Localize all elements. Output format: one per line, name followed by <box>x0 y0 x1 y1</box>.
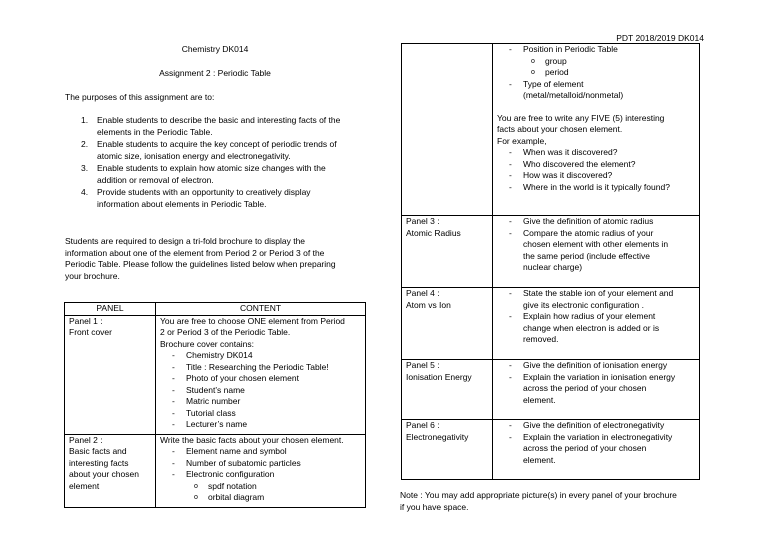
purpose-text-line: addition or removal of electron. <box>97 174 214 185</box>
table-row <box>402 288 700 360</box>
content-line: - Number of subatomic particles <box>160 458 361 470</box>
content-cell <box>156 434 366 507</box>
requirements-line: information about one of the element from Period 2 or Period 3 of the <box>65 247 325 258</box>
content-line: You are free to choose ONE element from Period <box>160 315 345 326</box>
table-row <box>402 360 700 420</box>
note-line: if you have space. <box>400 501 469 512</box>
content-line: element. <box>523 394 556 405</box>
panel-label-line: Panel 2 : <box>69 434 103 445</box>
content-line: - When was it discovered? <box>497 147 695 159</box>
content-line: - Student’s name <box>160 385 361 397</box>
table-row <box>402 216 700 288</box>
purpose-item <box>65 115 375 138</box>
content-cell <box>493 216 700 288</box>
purpose-item <box>65 139 375 162</box>
purposes-intro: The purposes of this assignment are to: <box>65 92 215 102</box>
content-line: - Title : Researching the Periodic Table! <box>160 362 361 374</box>
purpose-text-line: Provide students with an opportunity to creatively display <box>97 187 311 197</box>
content-cell <box>493 288 700 360</box>
content-line: - Element name and symbol <box>160 446 361 458</box>
content-line: You are free to write any FIVE (5) interesting <box>497 112 665 123</box>
purpose-text-line: Enable students to acquire the key concept of periodic trends of <box>97 139 337 149</box>
content-column-header: CONTENT <box>156 303 366 316</box>
content-line: - Give the definition of atomic radius <box>497 216 695 228</box>
content-line: - Type of element <box>497 79 695 91</box>
content-line: - Tutorial class <box>160 408 361 420</box>
panel-cell <box>402 216 493 288</box>
content-line: - Compare the atomic radius of your <box>497 228 695 240</box>
content-cell <box>493 420 700 480</box>
content-line: - Give the definition of electronegativity <box>497 420 695 432</box>
content-line: 2 or Period 3 of the Periodic Table. <box>160 327 291 337</box>
table-row <box>65 315 366 434</box>
content-cell <box>493 44 700 216</box>
panel-label-line: about your chosen <box>69 469 139 479</box>
assignment-title: Assignment 2 : Periodic Table <box>159 68 271 78</box>
panel-column-header: PANEL <box>65 303 156 316</box>
content-line: - Lecturer’s name <box>160 419 361 431</box>
requirements-line: Periodic Table. Please follow the guidelines listed below when preparing <box>65 259 336 269</box>
content-line: - Matric number <box>160 396 361 408</box>
content-line <box>497 102 695 113</box>
content-line: - Position in Periodic Table <box>497 44 695 56</box>
purpose-item <box>65 163 375 186</box>
purpose-number: 2. <box>81 139 89 149</box>
requirements-paragraph <box>65 236 365 282</box>
panel-label-line: Electronegativity <box>406 431 469 442</box>
content-line: chosen element with other elements in <box>523 239 669 249</box>
content-line: - Photo of your chosen element <box>160 373 361 385</box>
content-line: element. <box>523 454 556 465</box>
purpose-number: 4. <box>81 187 89 197</box>
content-cell <box>493 360 700 420</box>
panel-label-line: Panel 3 : <box>406 216 440 226</box>
note-line: Note : You may add appropriate picture(s) in every panel of your brochure <box>400 490 677 500</box>
panel-label-line: Ionisation Energy <box>406 371 472 382</box>
panel-cell <box>402 360 493 420</box>
purpose-number: 1. <box>81 115 89 125</box>
content-line: (metal/metalloid/nonmetal) <box>523 90 624 100</box>
content-line: For example, <box>497 135 547 146</box>
panel-label-line: Basic facts and <box>69 446 127 456</box>
content-line: across the period of your chosen <box>523 443 647 453</box>
content-line: facts about your chosen element. <box>497 124 623 134</box>
content-line: - Electronic configuration <box>160 469 361 481</box>
purpose-text-line: Enable students to explain how atomic size changes with the <box>97 163 326 173</box>
panel-label-line: Atom vs Ion <box>406 299 451 310</box>
purpose-text-line: Enable students to describe the basic and interesting facts of the <box>97 115 341 125</box>
panel-cell <box>402 44 493 216</box>
purpose-text-line: elements in the Periodic Table. <box>97 126 213 137</box>
panel-label-line: Panel 6 : <box>406 420 440 430</box>
purpose-number: 3. <box>81 163 89 173</box>
content-line: Write the basic facts about your chosen element. <box>160 434 344 445</box>
content-line: Brochure cover contains: <box>160 338 255 349</box>
content-line: - Give the definition of ionisation energy <box>497 360 695 372</box>
purpose-text-line: information about elements in Periodic Table. <box>97 198 267 209</box>
content-line: the same period (include effective <box>523 250 650 261</box>
content-line: across the period of your chosen <box>523 383 647 393</box>
guideline-table-right <box>401 43 700 480</box>
course-title: Chemistry DK014 <box>181 44 249 54</box>
purpose-item <box>65 187 375 210</box>
panel-cell <box>402 420 493 480</box>
panel-cell <box>402 288 493 360</box>
panel-label-line: Atomic Radius <box>406 227 461 238</box>
note-paragraph <box>400 490 720 513</box>
requirements-line: your brochure. <box>65 270 120 281</box>
table-row <box>402 44 700 216</box>
content-cell <box>156 315 366 434</box>
purpose-text-line: atomic size, ionisation energy and electronegativity. <box>97 150 291 161</box>
panel-cell <box>65 315 156 434</box>
content-line: - Explain the variation in electronegativity <box>497 432 695 444</box>
content-line: o group <box>497 56 695 68</box>
guideline-table-left <box>64 302 366 508</box>
content-line: removed. <box>523 334 559 344</box>
panel-label-line: Panel 5 : <box>406 360 440 370</box>
document-reference: PDT 2018/2019 DK014 <box>616 33 704 43</box>
content-line: - Chemistry DK014 <box>160 350 361 362</box>
panel-label-line: Front cover <box>69 327 112 337</box>
panel-label-line: Panel 1 : <box>69 315 103 326</box>
requirements-line: Students are required to design a tri-fold brochure to display the <box>65 236 306 246</box>
content-line: - Where in the world is it typically found? <box>497 182 695 194</box>
table-row <box>65 434 366 507</box>
content-line: give its electronic configuration . <box>523 299 644 310</box>
content-line: nuclear charge) <box>523 262 583 272</box>
content-line: - Explain how radius of your element <box>497 311 695 323</box>
content-line: o orbital diagram <box>160 492 361 504</box>
panel-label-line: interesting facts <box>69 457 129 468</box>
panel-cell <box>65 434 156 507</box>
content-line: o period <box>497 67 695 79</box>
content-line: - State the stable ion of your element and <box>497 288 695 300</box>
purposes-list <box>65 115 375 211</box>
content-line: o spdf notation <box>160 481 361 493</box>
content-line: - Who discovered the element? <box>497 159 695 171</box>
content-line: - How was it discovered? <box>497 170 695 182</box>
table-row <box>402 420 700 480</box>
panel-label-line: Panel 4 : <box>406 288 440 298</box>
content-line: change when electron is added or is <box>523 322 660 333</box>
content-line: - Explain the variation in ionisation energy <box>497 372 695 384</box>
panel-label-line: element <box>69 480 100 491</box>
